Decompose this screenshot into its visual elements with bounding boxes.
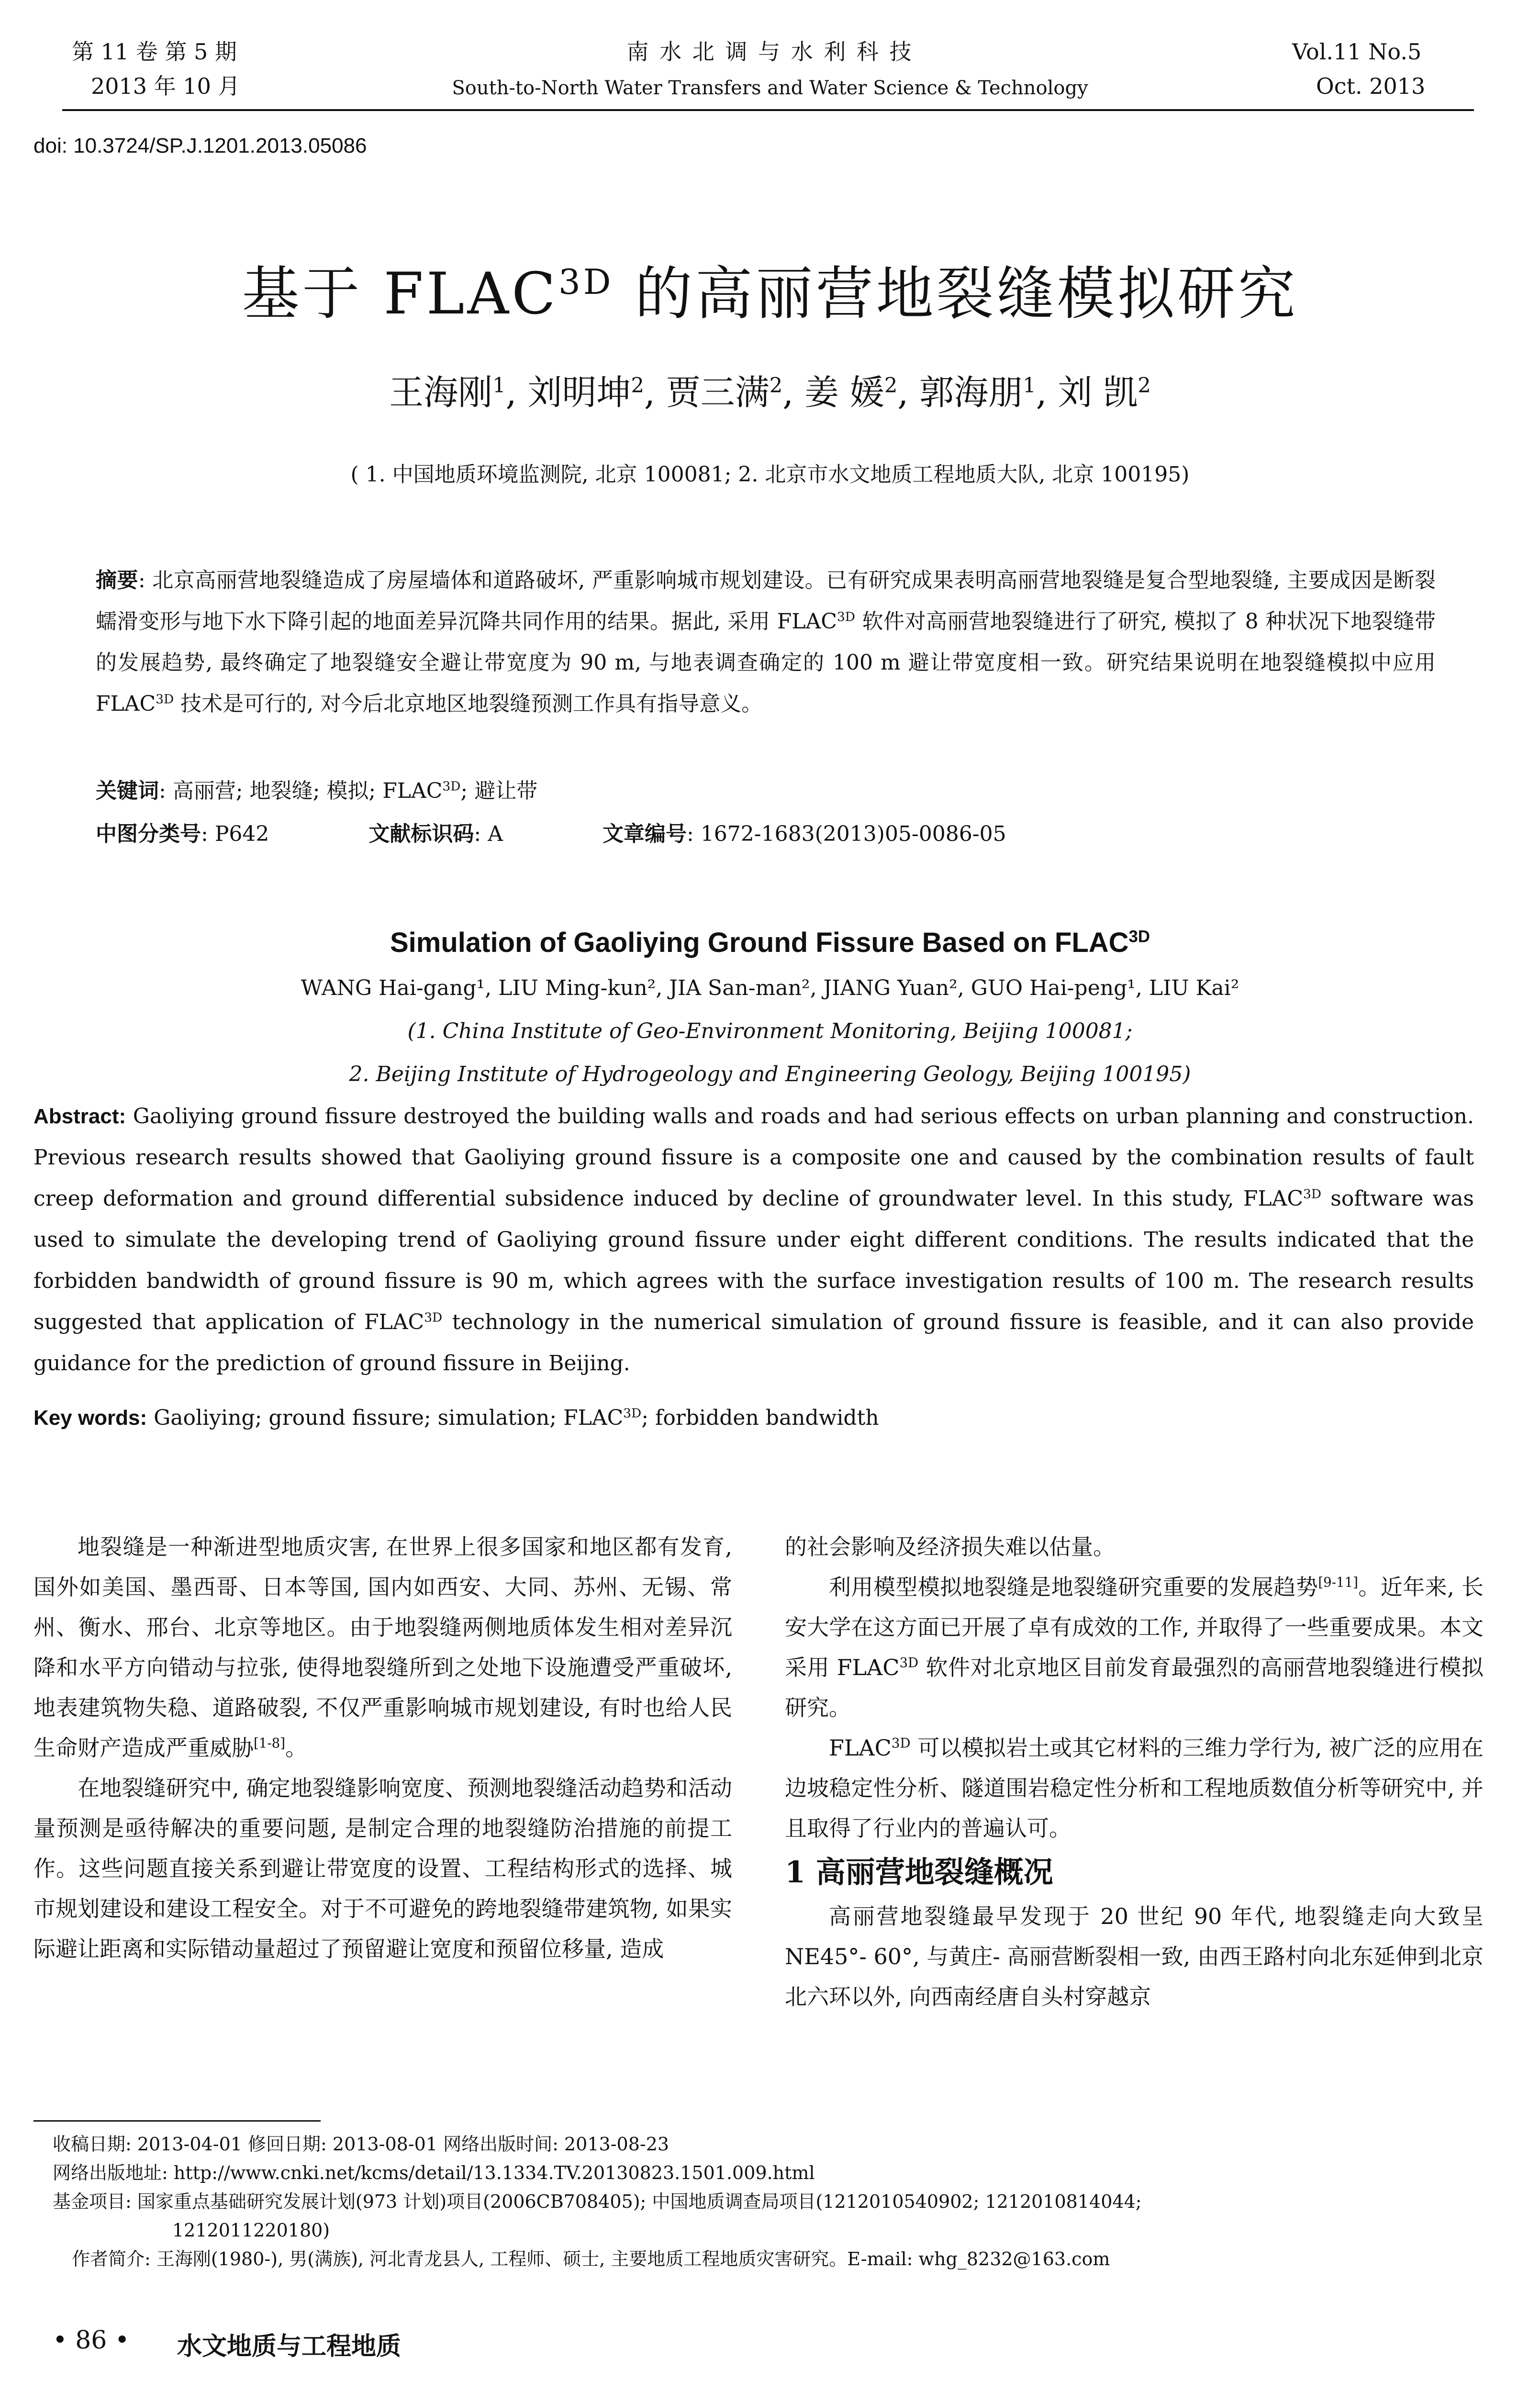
affiliations-en-1: (1. China Institute of Geo-Environment Monitoring, Beijing 100081; — [407, 1019, 1133, 1043]
abstract-cn: 摘要: 北京高丽营地裂缝造成了房屋墙体和道路破坏, 严重影响城市规划建设。已有研究成果表明高丽营地裂缝是复合型地裂缝, 主要成因是断裂蠕滑变形与地下水下降引起的地面差异沉降共同作用的结果。据此, 采用 $FLAC^{3D}$ 软件对高丽营地裂缝进行了研究, 模拟了 8 种状况下地裂缝带的发展趋势, 最终确定了地裂缝安全避让带宽度为 90 m, 与地表调查确定的 100 m 避让带宽度相一致。研究结果说明在地裂缝模拟中应用 $FLAC^{3D}$ 技术是可行的, 对今后北京地区地裂缝预测工作具有指导意义。 — [96, 568, 1436, 716]
body-paragraph: 高丽营地裂缝最早发现于 20 世纪 90 年代, 地裂缝走向大致呈 NE45°- 60°, 与黄庄- 高丽营断裂相一致, 由西王路村向北东延伸到北京北六环以外, 向西南经唐自头村穿越京 — [785, 1903, 1484, 2010]
affiliations-cn: ( 1. 中国地质环境监测院, 北京 100081; 2. 北京市水文地质工程地质大队, 北京 100195) — [350, 462, 1190, 487]
body-left-column — [33, 1527, 732, 1969]
doi: doi: 10.3724/SP.J.1201.2013.05086 — [33, 134, 367, 157]
body-paragraph: 的社会影响及经济损失难以估量。 — [785, 1534, 1115, 1560]
footnotes — [53, 2130, 1479, 2273]
body-right-column — [785, 1527, 1484, 2017]
footnote-fund-cont: 1212011220180) — [172, 2220, 330, 2241]
abstract-en: Abstract: Gaoliying ground fissure destroyed the building walls and roads and had serious effects on urban planning and construction. Previous research results showed that Gaoliying ground fissure is a composite one and caused by the combination results of fault creep deformation and ground differential subsidence induced by decline of groundwater level. In this study, $FLAC^{3D}$ software was used to simulate the developing trend of Gaoliying ground fissure under eight different conditions. The results indicated that the forbidden bandwidth of ground fissure is 90 m, which agrees with the surface investigation results of 100 m. The research results suggested that application of $FLAC^{3D}$ technology in the numerical simulation of ground fissure is feasible, and it can also provide guidance for the prediction of ground fissure in Beijing. — [33, 1104, 1474, 1375]
section-heading: 1 高丽营地裂缝概况 — [785, 1855, 1053, 1890]
header-vol-en: Vol.11 No.5 — [1292, 39, 1422, 65]
keywords-en: Key words: Gaoliying; ground fissure; simulation; $FLAC^{3D}$; forbidden bandwidth — [33, 1406, 879, 1430]
header-rule — [62, 109, 1474, 111]
affiliations-en-2: 2. Beijing Institute of Hydrogeology and Engineering Geology, Beijing 100195) — [349, 1062, 1191, 1086]
body-paragraph: 利用模型模拟地裂缝是地裂缝研究重要的发展趋势[9-11]。近年来, 长安大学在这方面已开展了卓有成效的工作, 并取得了一些重要成果。本文采用 $FLAC^{3D}$ 软件对北京地区目前发育最强烈的高丽营地裂缝进行模拟研究。 — [785, 1574, 1484, 1721]
title-cn: 基于 $FLAC^{3D}$ 的高丽营地裂缝模拟研究 — [242, 261, 1298, 327]
footnote-author: 作者简介: 王海刚(1980-), 男(满族), 河北青龙县人, 工程师、硕士, 主要地质工程地质灾害研究。E-mail: whg_8232@163.com — [72, 2248, 1110, 2270]
footer-section: 水文地质与工程地质 — [177, 2332, 402, 2361]
header-journal-cn: 南 水 北 调 与 水 利 科 技 — [626, 39, 914, 65]
body-paragraph: $FLAC^{3D}$ 可以模拟岩土或其它材料的三维力学行为, 被广泛的应用在边坡稳定性分析、隧道围岩稳定性分析和工程地质数值分析等研究中, 并且取得了行业内的普遍认可。 — [785, 1735, 1484, 1841]
body-paragraph: 地裂缝是一种渐进型地质灾害, 在世界上很多国家和地区都有发育, 国外如美国、墨西哥、日本等国, 国内如西安、大同、苏州、无锡、常州、衡水、邢台、北京等地区。由于地裂缝两侧地质体发生相对差异沉降和水平方向错动与拉张, 使得地裂缝所到之处地下设施遭受严重破坏, 地表建筑物失稳、道路破裂, 不仅严重影响城市规划建设, 有时也给人民生命财产造成严重威胁[1-8]。 — [33, 1534, 732, 1761]
page-number: • 86 • — [53, 2326, 130, 2355]
header-date: 2013 年 10 月 — [91, 73, 240, 99]
body-paragraph: 在地裂缝研究中, 确定地裂缝影响宽度、预测地裂缝活动趋势和活动量预测是亟待解决的重要问题, 是制定合理的地裂缝防治措施的前提工作。这些问题直接关系到避让带宽度的设置、工程结构形式的选择、城市规划建设和建设工程安全。对于不可避免的跨地裂缝带建筑物, 如果实际避让距离和实际错动量超过了预留避让宽度和预留位移量, 造成 — [33, 1775, 732, 1962]
classification: 中图分类号: P642 文献标识码: A 文章编号: 1672-1683(2013)05-0086-05 — [96, 822, 1006, 846]
footnote-rule — [33, 2120, 321, 2122]
footnote-url: 网络出版地址: http://www.cnki.net/kcms/detail/13.1334.TV.20130823.1501.009.html — [53, 2162, 815, 2183]
footnote-dates: 收稿日期: 2013-04-01 修回日期: 2013-08-01 网络出版时间: 2013-08-23 — [53, 2134, 670, 2155]
authors-cn: 王海刚$^1$, 刘明坤$^2$, 贾三满$^2$, 姜 媛$^2$, 郭海朋$^1$, 刘 凯$^2$ — [389, 372, 1151, 413]
header-date-en: Oct. 2013 — [1316, 73, 1426, 99]
keywords-cn: 关键词: 高丽营; 地裂缝; 模拟; $FLAC^{3D}$; 避让带 — [96, 779, 538, 803]
title-en: Simulation of Gaoliying Ground Fissure Based on $FLAC^{3D}$ — [390, 927, 1150, 958]
header-volume: 第 11 卷 第 5 期 — [72, 39, 237, 65]
header-journal-en: South-to-North Water Transfers and Water Science & Technology — [452, 77, 1088, 99]
footnote-fund: 基金项目: 国家重点基础研究发展计划(973 计划)项目(2006CB708405); 中国地质调查局项目(1212010540902; 1212010814044; — [53, 2191, 1142, 2212]
authors-en: WANG Hai-gang¹, LIU Ming-kun², JIA San-man², JIANG Yuan², GUO Hai-peng¹, LIU Kai² — [301, 976, 1239, 1000]
